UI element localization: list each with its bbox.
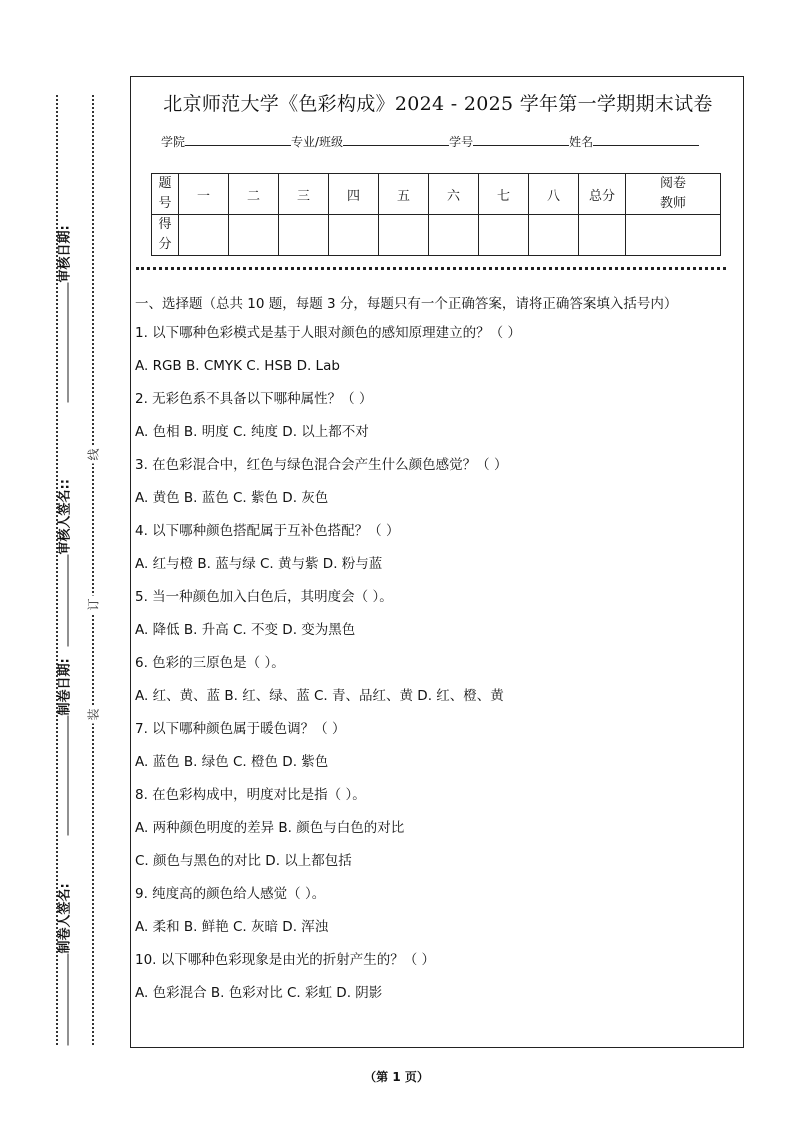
score-cell-reviewer[interactable] — [626, 215, 721, 256]
options-line: A. 蓝色 B. 绿色 C. 橙色 D. 紫色 — [135, 754, 329, 770]
score-cell-8[interactable] — [529, 215, 579, 256]
options-line: A. 柔和 B. 鲜艳 C. 灰暗 D. 浑浊 — [135, 919, 329, 935]
reviewer-signature-blank[interactable] — [56, 555, 69, 647]
options-line: A. 色相 B. 明度 C. 纯度 D. 以上都不对 — [135, 424, 369, 440]
score-cell-5[interactable] — [379, 215, 429, 256]
review-date-blank[interactable] — [56, 283, 69, 403]
binding-mark-ding: 订 — [85, 595, 102, 613]
make-date-blank[interactable] — [56, 716, 69, 836]
col-8: 八 — [529, 174, 579, 215]
options-line: A. 红与橙 B. 蓝与绿 C. 黄与紫 D. 粉与蓝 — [135, 556, 383, 572]
school-blank[interactable] — [185, 133, 291, 146]
student-id-label: 学号 — [449, 135, 474, 149]
options-line: A. RGB B. CMYK C. HSB D. Lab — [135, 358, 340, 374]
score-table — [151, 173, 721, 256]
score-cell-6[interactable] — [429, 215, 479, 256]
col-2: 二 — [229, 174, 279, 215]
reviewer-signature-label: 审核人签名:: — [57, 479, 73, 555]
question-line: 8. 在色彩构成中，明度对比是指（ ）。 — [135, 787, 366, 803]
options-line: A. 降低 B. 升高 C. 不变 D. 变为黑色 — [135, 622, 356, 638]
maker-signature-field — [54, 846, 73, 1046]
reviewer-label: 阅卷 教师 — [626, 174, 721, 215]
score-table-score-row — [152, 215, 721, 256]
options-line: A. 两种颜色明度的差异 B. 颜色与白色的对比 — [135, 820, 405, 836]
score-cell-4[interactable] — [329, 215, 379, 256]
score-cell-7[interactable] — [479, 215, 529, 256]
name-label: 姓名 — [569, 135, 594, 149]
student-info-row — [161, 133, 699, 150]
question-line: 5. 当一种颜色加入白色后，其明度会（ ）。 — [135, 589, 393, 605]
question-line: 2. 无彩色系不具备以下哪种属性？（ ） — [135, 391, 373, 407]
col-total: 总分 — [579, 174, 626, 215]
question-line: 4. 以下哪种颜色搭配属于互补色搭配？（ ） — [135, 523, 400, 539]
question-line: 10. 以下哪种色彩现象是由光的折射产生的？（ ） — [135, 952, 436, 968]
major-class-label: 专业/班级 — [291, 135, 344, 149]
make-date-field — [54, 636, 73, 836]
exam-title: 北京师范大学《色彩构成》2024 - 2025 学年第一学期期末试卷 — [163, 93, 713, 115]
binding-mark-xian: 线 — [85, 445, 102, 463]
binding-margin — [0, 0, 130, 1122]
col-1: 一 — [179, 174, 229, 215]
exam-paper — [130, 76, 744, 1048]
maker-signature-label: 制卷人签名: — [57, 883, 73, 954]
score-cell-2[interactable] — [229, 215, 279, 256]
question-number-label: 题 号 — [152, 174, 179, 215]
score-cell-3[interactable] — [279, 215, 329, 256]
options-line: A. 红、黄、蓝 B. 红、绿、蓝 C. 青、品红、黄 D. 红、橙、黄 — [135, 688, 504, 704]
multiple-choice-section — [135, 292, 739, 1015]
col-4: 四 — [329, 174, 379, 215]
question-line: 3. 在色彩混合中，红色与绿色混合会产生什么颜色感觉？（ ） — [135, 457, 508, 473]
name-blank[interactable] — [593, 133, 699, 146]
col-7: 七 — [479, 174, 529, 215]
options-line: C. 颜色与黑色的对比 D. 以上都包括 — [135, 853, 352, 869]
review-date-label: 审核日期: — [57, 225, 73, 283]
options-line: A. 色彩混合 B. 色彩对比 C. 彩虹 D. 阴影 — [135, 985, 383, 1001]
binding-mark-zhuang: 装 — [85, 705, 102, 723]
col-3: 三 — [279, 174, 329, 215]
student-id-blank[interactable] — [473, 133, 569, 146]
binding-dotted-line-inner — [92, 95, 94, 1045]
page-footer: （第 1 页） — [364, 1070, 429, 1084]
col-6: 六 — [429, 174, 479, 215]
question-line: 6. 色彩的三原色是（ ）。 — [135, 655, 285, 671]
col-5: 五 — [379, 174, 429, 215]
reviewer-signature-field — [54, 447, 73, 647]
score-label: 得 分 — [152, 215, 179, 256]
section-separator — [136, 267, 726, 270]
review-date-field — [54, 203, 73, 403]
question-line: 1. 以下哪种色彩模式是基于人眼对颜色的感知原理建立的？（ ） — [135, 325, 521, 341]
major-class-blank[interactable] — [343, 133, 449, 146]
section-intro: 一、选择题（总共 10 题，每题 3 分，每题只有一个正确答案，请将正确答案填入括号内） — [135, 296, 678, 312]
score-cell-1[interactable] — [179, 215, 229, 256]
score-cell-total[interactable] — [579, 215, 626, 256]
question-line: 9. 纯度高的颜色给人感觉（ ）。 — [135, 886, 326, 902]
make-date-label: 制卷日期: — [57, 658, 73, 716]
school-label: 学院 — [161, 135, 186, 149]
question-line: 7. 以下哪种颜色属于暖色调？（ ） — [135, 721, 346, 737]
options-line: A. 黄色 B. 蓝色 C. 紫色 D. 灰色 — [135, 490, 329, 506]
score-table-header-row — [152, 174, 721, 215]
maker-signature-blank[interactable] — [56, 954, 69, 1046]
